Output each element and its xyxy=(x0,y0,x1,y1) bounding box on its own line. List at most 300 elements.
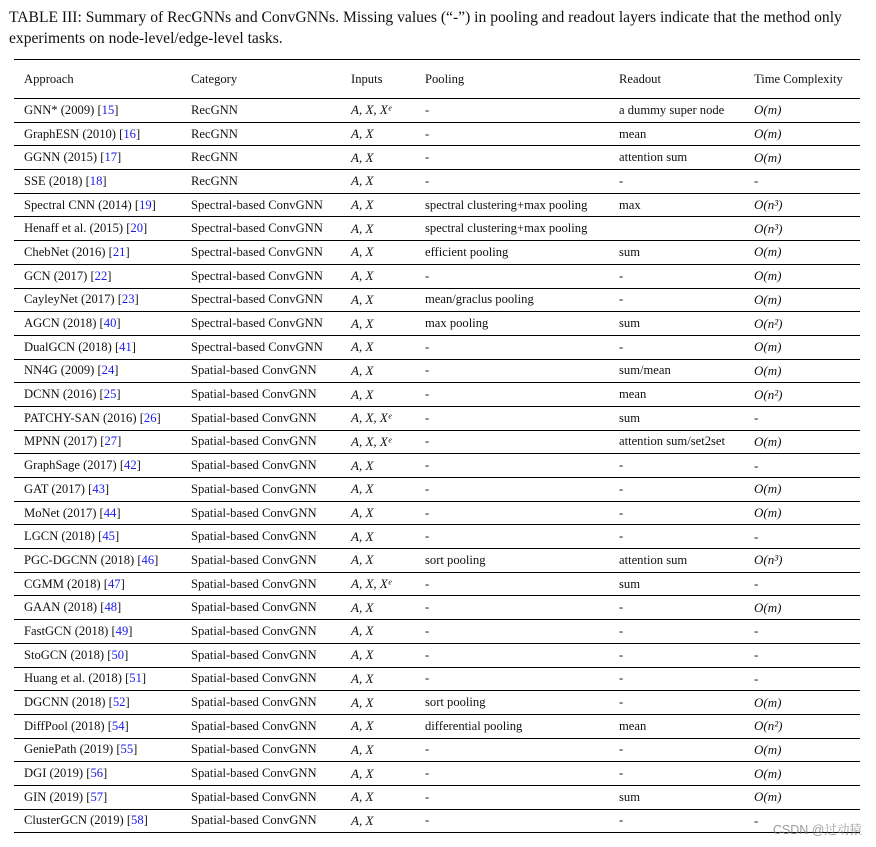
cell-approach xyxy=(14,217,181,241)
cell-time-complexity: - xyxy=(754,670,759,686)
cell-time-complexity: - xyxy=(754,812,759,828)
citation-close: ] xyxy=(102,173,107,188)
citation-close: ] xyxy=(114,102,119,117)
cell-readout: - xyxy=(619,647,624,662)
table-row xyxy=(14,241,860,265)
citation-close: ] xyxy=(116,387,121,402)
cell-readout: - xyxy=(619,742,624,757)
cell-pooling: - xyxy=(425,102,430,117)
citation-link[interactable]: 15 xyxy=(101,102,115,117)
cell-readout: sum xyxy=(619,576,640,591)
cell-pooling: - xyxy=(425,458,430,473)
cell-category: Spatial-based ConvGNN xyxy=(191,695,317,710)
citation-link[interactable]: 45 xyxy=(102,529,115,544)
approach-name: MPNN (2017) [ xyxy=(24,434,105,449)
cell-inputs: A, X xyxy=(351,220,374,236)
citation-close: ] xyxy=(141,671,147,686)
approach-name: GeniePath (2019) [ xyxy=(24,742,121,757)
cell-time-complexity: O(m) xyxy=(754,244,782,260)
cell-time-complexity: O(n³) xyxy=(754,197,783,213)
table-row xyxy=(14,122,860,146)
cell-category: Spectral-based ConvGNN xyxy=(191,339,323,354)
citation-close: ] xyxy=(114,363,119,378)
header-inputs: Inputs xyxy=(351,71,383,86)
citation-link[interactable]: 27 xyxy=(104,434,118,449)
cell-readout: sum/mean xyxy=(619,363,671,378)
table-row xyxy=(14,549,860,573)
cell-readout: - xyxy=(619,268,624,283)
cell-inputs: A, X xyxy=(351,505,374,521)
cell-pooling: sort pooling xyxy=(425,552,486,567)
table-body xyxy=(14,99,860,833)
cell-readout: sum xyxy=(619,789,640,804)
cell-pooling: mean/graclus pooling xyxy=(425,292,534,307)
approach-name: Huang et al. (2018) [ xyxy=(24,671,130,686)
cell-pooling: - xyxy=(425,268,430,283)
citation-link[interactable]: 46 xyxy=(141,552,155,567)
cell-pooling: - xyxy=(425,387,430,402)
cell-approach xyxy=(14,691,181,715)
cell-inputs: A, X xyxy=(351,812,374,828)
cell-readout: - xyxy=(619,173,624,188)
approach-name: Henaff et al. (2015) [ xyxy=(24,221,131,236)
table-row xyxy=(14,146,860,170)
approach-name: GAAN (2018) [ xyxy=(24,600,105,615)
cell-pooling: - xyxy=(425,813,430,828)
cell-pooling: - xyxy=(425,742,430,757)
table-row xyxy=(14,620,860,644)
citation-link[interactable]: 49 xyxy=(115,623,129,638)
cell-category: Spectral-based ConvGNN xyxy=(191,292,323,307)
cell-time-complexity: O(m) xyxy=(754,291,782,307)
approach-name: PATCHY-SAN (2016) [ xyxy=(24,410,144,425)
cell-readout: sum xyxy=(619,244,640,259)
cell-time-complexity: O(m) xyxy=(754,694,782,710)
cell-inputs: A, X xyxy=(351,623,374,639)
cell-time-complexity: O(m) xyxy=(754,789,782,805)
cell-approach xyxy=(14,454,181,478)
cell-readout: mean xyxy=(619,126,647,141)
cell-pooling: - xyxy=(425,410,430,425)
approach-name: LGCN (2018) [ xyxy=(24,529,103,544)
citation-close: ] xyxy=(133,742,138,757)
approach-name: CayleyNet (2017) [ xyxy=(24,292,122,307)
table-row xyxy=(14,785,860,809)
table-row xyxy=(14,170,860,194)
citation-close: ] xyxy=(120,576,125,591)
cell-pooling: - xyxy=(425,623,430,638)
cell-pooling: - xyxy=(425,600,430,615)
cell-inputs: A, X xyxy=(351,789,374,805)
table-row xyxy=(14,525,860,549)
table-row xyxy=(14,193,860,217)
cell-approach xyxy=(14,430,181,454)
table-row xyxy=(14,643,860,667)
cell-readout: sum xyxy=(619,316,640,331)
citation-link[interactable]: 41 xyxy=(119,339,132,354)
cell-readout: - xyxy=(619,339,624,354)
cell-category: Spatial-based ConvGNN xyxy=(191,529,317,544)
cell-category: Spatial-based ConvGNN xyxy=(191,387,317,402)
citation-close: ] xyxy=(136,458,141,473)
cell-approach xyxy=(14,620,181,644)
cell-time-complexity: O(n³) xyxy=(754,552,783,568)
approach-name: GraphSage (2017) [ xyxy=(24,458,125,473)
citation-close: ] xyxy=(107,268,112,283)
citation-link[interactable]: 22 xyxy=(94,268,108,283)
cell-time-complexity: - xyxy=(754,576,759,592)
cell-category: Spatial-based ConvGNN xyxy=(191,742,317,757)
cell-inputs: A, X, Xᵉ xyxy=(351,410,392,426)
approach-name: AGCN (2018) [ xyxy=(24,316,104,331)
cell-inputs: A, X xyxy=(351,599,374,615)
cell-inputs: A, X xyxy=(351,741,374,757)
cell-category: Spectral-based ConvGNN xyxy=(191,221,323,236)
cell-pooling: - xyxy=(425,363,430,378)
approach-name: DualGCN (2018) [ xyxy=(24,339,120,354)
table-row xyxy=(14,217,860,241)
table-row xyxy=(14,406,860,430)
cell-readout: - xyxy=(619,813,624,828)
cell-readout: - xyxy=(619,623,624,638)
cell-inputs: A, X, Xᵉ xyxy=(351,102,392,118)
cell-pooling: - xyxy=(425,671,430,686)
cell-inputs: A, X xyxy=(351,126,374,142)
cell-approach xyxy=(14,501,181,525)
cell-inputs: A, X xyxy=(351,244,374,260)
table-row xyxy=(14,335,860,359)
cell-readout: - xyxy=(619,481,624,496)
cell-time-complexity: O(m) xyxy=(754,102,782,118)
cell-category: RecGNN xyxy=(191,150,238,165)
cell-approach xyxy=(14,170,181,194)
cell-time-complexity: O(m) xyxy=(754,433,782,449)
cell-time-complexity: O(m) xyxy=(754,481,782,497)
cell-time-complexity: O(m) xyxy=(754,149,782,165)
table-row xyxy=(14,288,860,312)
cell-inputs: A, X xyxy=(351,315,374,331)
citation-link[interactable]: 40 xyxy=(103,316,117,331)
cell-pooling: max pooling xyxy=(425,316,489,331)
cell-readout xyxy=(609,217,744,241)
cell-readout: - xyxy=(619,671,624,686)
citation-link[interactable]: 23 xyxy=(121,292,135,307)
cell-approach xyxy=(14,122,181,146)
cell-approach xyxy=(14,809,181,833)
cell-pooling: - xyxy=(425,434,430,449)
table-caption: TABLE III: Summary of RecGNNs and ConvGNNs. Missing values (“-”) in pooling and readout layers indicate that the method only experiments on node-level/edge-level tasks. xyxy=(9,9,842,47)
cell-category: Spatial-based ConvGNN xyxy=(191,363,317,378)
cell-pooling: - xyxy=(425,576,430,591)
citation-link[interactable]: 17 xyxy=(104,150,118,165)
table-row xyxy=(14,430,860,454)
citation-link[interactable]: 47 xyxy=(107,576,121,591)
citation-close: ] xyxy=(154,552,159,567)
table-row xyxy=(14,383,860,407)
cell-pooling: differential pooling xyxy=(425,718,523,733)
header-row xyxy=(14,60,860,99)
table-row xyxy=(14,809,860,833)
citation-close: ] xyxy=(116,505,121,520)
cell-category: Spatial-based ConvGNN xyxy=(191,552,317,567)
citation-close: ] xyxy=(117,600,122,615)
cell-time-complexity: O(n²) xyxy=(754,386,783,402)
table-row xyxy=(14,359,860,383)
cell-time-complexity: O(n²) xyxy=(754,718,783,734)
cell-readout: mean xyxy=(619,387,647,402)
citation-close: ] xyxy=(135,126,141,141)
citation-link[interactable]: 54 xyxy=(111,718,125,733)
cell-category: Spatial-based ConvGNN xyxy=(191,481,317,496)
cell-category: Spatial-based ConvGNN xyxy=(191,766,317,781)
cell-readout: sum xyxy=(619,410,640,425)
cell-pooling: spectral clustering+max pooling xyxy=(425,197,588,212)
cell-category: Spectral-based ConvGNN xyxy=(191,268,323,283)
citation-link[interactable]: 58 xyxy=(131,813,144,828)
cell-time-complexity: O(n³) xyxy=(754,220,783,236)
citation-close: ] xyxy=(125,695,130,710)
cell-pooling: - xyxy=(425,529,430,544)
citation-close: ] xyxy=(117,150,122,165)
citation-link[interactable]: 26 xyxy=(143,410,157,425)
citation-link[interactable]: 44 xyxy=(103,505,117,520)
citation-link[interactable]: 24 xyxy=(101,363,115,378)
cell-time-complexity: - xyxy=(754,528,759,544)
approach-name: DiffPool (2018) [ xyxy=(24,718,112,733)
citation-link[interactable]: 50 xyxy=(111,647,125,662)
cell-time-complexity: O(m) xyxy=(754,741,782,757)
cell-time-complexity: - xyxy=(754,623,759,639)
cell-approach xyxy=(14,478,181,502)
approach-name: ChebNet (2016) [ xyxy=(24,244,113,259)
citation-close: ] xyxy=(124,647,129,662)
cell-category: Spectral-based ConvGNN xyxy=(191,244,323,259)
table-row xyxy=(14,691,860,715)
approach-name: GNN* (2009) [ xyxy=(24,102,102,117)
approach-name: PGC-DGCNN (2018) [ xyxy=(24,552,142,567)
cell-approach xyxy=(14,762,181,786)
cell-inputs: A, X xyxy=(351,362,374,378)
cell-inputs: A, X, Xᵉ xyxy=(351,576,392,592)
cell-approach xyxy=(14,99,181,123)
citation-close: ] xyxy=(124,718,129,733)
table-row xyxy=(14,264,860,288)
cell-readout: - xyxy=(619,292,624,307)
watermark: CSDN @过动猿 xyxy=(772,823,862,837)
approach-name: SSE (2018) [ xyxy=(24,173,90,188)
table-row xyxy=(14,714,860,738)
citation-close: ] xyxy=(103,766,108,781)
cell-pooling: - xyxy=(425,173,430,188)
summary-table xyxy=(14,59,860,833)
cell-approach xyxy=(14,383,181,407)
cell-category: RecGNN xyxy=(191,173,238,188)
cell-approach xyxy=(14,785,181,809)
cell-readout: - xyxy=(619,505,624,520)
cell-time-complexity: - xyxy=(754,457,759,473)
citation-link[interactable]: 57 xyxy=(90,789,104,804)
cell-approach xyxy=(14,738,181,762)
cell-category: Spatial-based ConvGNN xyxy=(191,410,317,425)
cell-inputs: A, X xyxy=(351,481,374,497)
cell-category: Spatial-based ConvGNN xyxy=(191,813,317,828)
cell-readout: max xyxy=(619,197,641,212)
cell-inputs: A, X xyxy=(351,552,374,568)
cell-approach xyxy=(14,643,181,667)
cell-category: Spatial-based ConvGNN xyxy=(191,458,317,473)
citation-link[interactable]: 19 xyxy=(139,197,152,212)
cell-inputs: A, X xyxy=(351,291,374,307)
cell-approach xyxy=(14,667,181,691)
table-row xyxy=(14,478,860,502)
cell-time-complexity: O(m) xyxy=(754,126,782,142)
cell-category: Spatial-based ConvGNN xyxy=(191,434,317,449)
citation-link[interactable]: 55 xyxy=(120,742,134,757)
cell-approach xyxy=(14,714,181,738)
approach-name: GCN (2017) [ xyxy=(24,268,95,283)
approach-name: CGMM (2018) [ xyxy=(24,576,108,591)
cell-approach xyxy=(14,146,181,170)
cell-approach xyxy=(14,359,181,383)
approach-name: MoNet (2017) [ xyxy=(24,505,104,520)
cell-time-complexity: O(m) xyxy=(754,505,782,521)
citation-close: ] xyxy=(117,434,122,449)
citation-close: ] xyxy=(125,244,130,259)
cell-inputs: A, X xyxy=(351,173,374,189)
table-row xyxy=(14,738,860,762)
cell-approach xyxy=(14,406,181,430)
citation-close: ] xyxy=(156,410,161,425)
cell-inputs: A, X xyxy=(351,528,374,544)
cell-approach xyxy=(14,549,181,573)
citation-link[interactable]: 56 xyxy=(90,766,104,781)
cell-pooling: - xyxy=(425,126,430,141)
approach-name: GIN (2019) [ xyxy=(24,789,91,804)
cell-inputs: A, X, Xᵉ xyxy=(351,433,392,449)
table-row xyxy=(14,572,860,596)
citation-close: ] xyxy=(116,316,121,331)
cell-readout: - xyxy=(619,766,624,781)
table-row xyxy=(14,762,860,786)
cell-category: Spatial-based ConvGNN xyxy=(191,671,317,686)
citation-link[interactable]: 20 xyxy=(130,221,144,236)
table-row xyxy=(14,596,860,620)
citation-link[interactable]: 52 xyxy=(112,695,126,710)
citation-link[interactable]: 16 xyxy=(123,126,136,141)
citation-link[interactable]: 43 xyxy=(92,481,105,496)
cell-readout: mean xyxy=(619,718,647,733)
cell-inputs: A, X xyxy=(351,694,374,710)
cell-time-complexity: O(m) xyxy=(754,599,782,615)
cell-time-complexity: - xyxy=(754,410,759,426)
cell-readout: - xyxy=(619,600,624,615)
cell-category: Spatial-based ConvGNN xyxy=(191,576,317,591)
cell-readout: - xyxy=(619,458,624,473)
cell-inputs: A, X xyxy=(351,765,374,781)
approach-name: FastGCN (2018) [ xyxy=(24,623,116,638)
citation-close: ] xyxy=(143,221,148,236)
cell-time-complexity: O(m) xyxy=(754,765,782,781)
citation-close: ] xyxy=(134,292,139,307)
approach-name: Spectral CNN (2014) [ xyxy=(24,197,140,212)
approach-name: GAT (2017) [ xyxy=(24,481,93,496)
table-header xyxy=(14,60,860,99)
citation-link[interactable]: 25 xyxy=(103,387,117,402)
cell-time-complexity: O(m) xyxy=(754,339,782,355)
cell-category: Spectral-based ConvGNN xyxy=(191,316,323,331)
cell-time-complexity: O(n²) xyxy=(754,315,783,331)
cell-readout: attention sum xyxy=(619,552,688,567)
cell-approach xyxy=(14,193,181,217)
cell-category: Spatial-based ConvGNN xyxy=(191,623,317,638)
cell-inputs: A, X xyxy=(351,386,374,402)
cell-category: Spectral-based ConvGNN xyxy=(191,197,323,212)
table-row xyxy=(14,501,860,525)
cell-approach xyxy=(14,596,181,620)
cell-readout: - xyxy=(619,695,624,710)
cell-category: Spatial-based ConvGNN xyxy=(191,789,317,804)
cell-approach xyxy=(14,335,181,359)
approach-name: StoGCN (2018) [ xyxy=(24,647,112,662)
approach-name: DGCNN (2018) [ xyxy=(24,695,113,710)
cell-time-complexity: O(m) xyxy=(754,268,782,284)
header-category: Category xyxy=(191,71,238,86)
cell-pooling: - xyxy=(425,789,430,804)
cell-readout: attention sum/set2set xyxy=(619,434,725,449)
citation-close: ] xyxy=(151,197,156,212)
cell-category: Spatial-based ConvGNN xyxy=(191,505,317,520)
cell-approach xyxy=(14,572,181,596)
cell-readout: attention sum xyxy=(619,150,688,165)
approach-name: DGI (2019) [ xyxy=(24,766,91,781)
citation-link[interactable]: 42 xyxy=(124,458,137,473)
citation-close: ] xyxy=(114,529,120,544)
cell-approach xyxy=(14,288,181,312)
citation-link[interactable]: 48 xyxy=(104,600,118,615)
approach-name: GGNN (2015) [ xyxy=(24,150,105,165)
cell-approach xyxy=(14,525,181,549)
cell-approach xyxy=(14,312,181,336)
cell-pooling: spectral clustering+max pooling xyxy=(425,221,588,236)
cell-approach xyxy=(14,264,181,288)
cell-inputs: A, X xyxy=(351,670,374,686)
cell-readout: a dummy super node xyxy=(619,102,725,117)
cell-pooling: efficient pooling xyxy=(425,244,509,259)
cell-approach xyxy=(14,241,181,265)
cell-pooling: - xyxy=(425,150,430,165)
cell-pooling: - xyxy=(425,339,430,354)
cell-inputs: A, X xyxy=(351,268,374,284)
header-readout: Readout xyxy=(619,71,661,86)
citation-link[interactable]: 51 xyxy=(129,671,142,686)
citation-close: ] xyxy=(143,813,148,828)
approach-name: DCNN (2016) [ xyxy=(24,387,104,402)
cell-category: Spatial-based ConvGNN xyxy=(191,647,317,662)
cell-readout: - xyxy=(619,529,624,544)
cell-category: Spatial-based ConvGNN xyxy=(191,718,317,733)
cell-pooling: - xyxy=(425,481,430,496)
cell-inputs: A, X xyxy=(351,647,374,663)
cell-category: RecGNN xyxy=(191,102,238,117)
citation-link[interactable]: 21 xyxy=(112,244,126,259)
cell-inputs: A, X xyxy=(351,197,374,213)
citation-link[interactable]: 18 xyxy=(89,173,103,188)
header-approach: Approach xyxy=(24,71,74,86)
table-row xyxy=(14,99,860,123)
header-time-complexity: Time Complexity xyxy=(754,71,843,86)
cell-inputs: A, X xyxy=(351,457,374,473)
table-row xyxy=(14,667,860,691)
